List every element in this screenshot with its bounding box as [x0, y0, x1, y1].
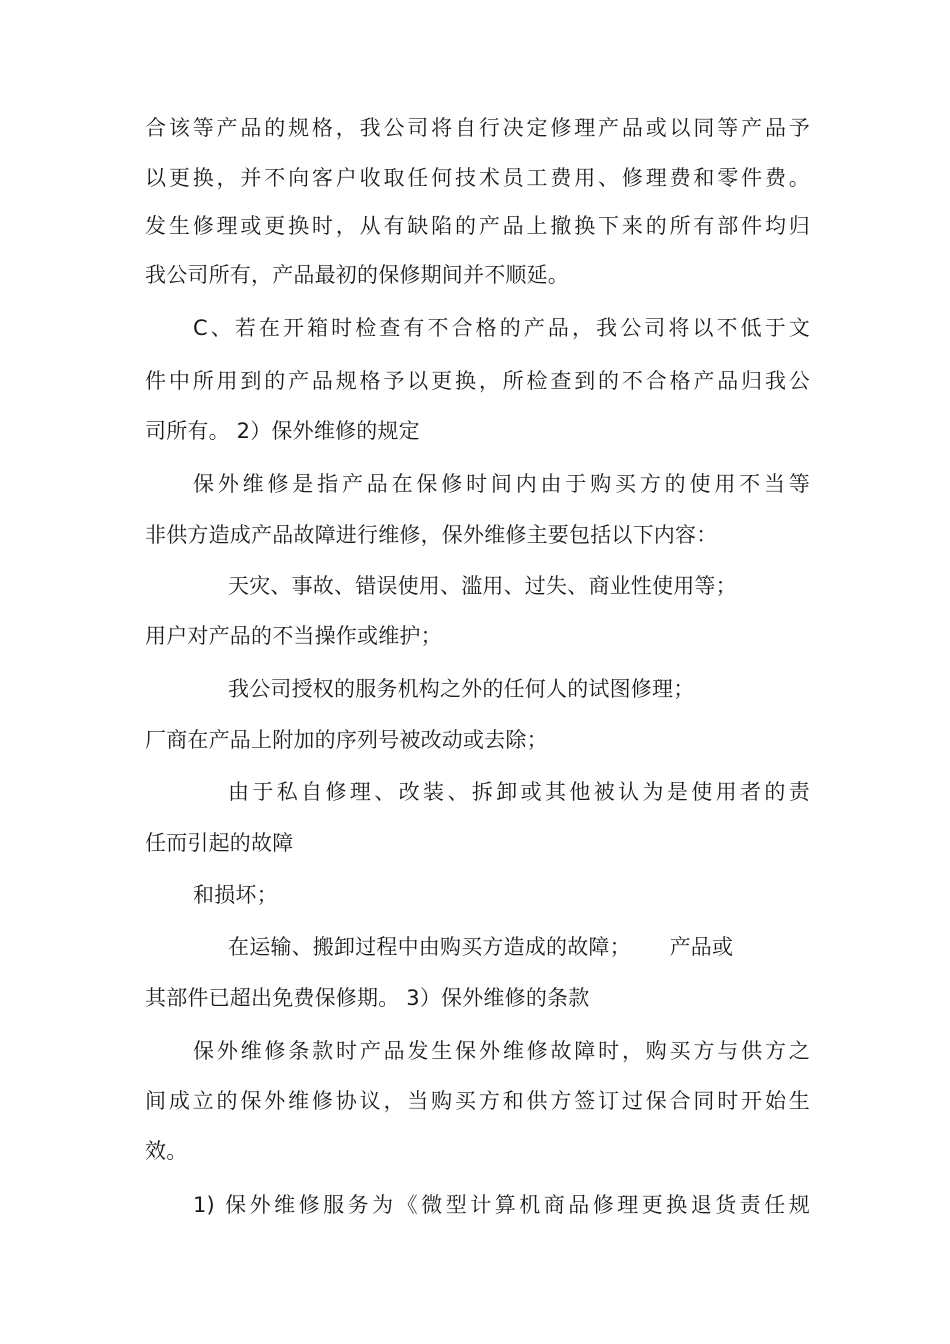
paragraph-line: 效。 [145, 1139, 188, 1163]
paragraph-line: 我公司所有，产品最初的保修期间并不顺延。 [145, 263, 569, 287]
list-item-line: 天灾、事故、错误使用、滥用、过失、商业性使用等； [228, 574, 737, 598]
section-heading-line: 其部件已超出免费保修期。 3）保外维修的条款 [145, 986, 590, 1010]
paragraph-line: 以更换，并不向客户收取任何技术员工费用、修理费和零件费。 [145, 166, 810, 190]
section-heading-line: 司所有。 2）保外维修的规定 [145, 419, 420, 443]
paragraph-line: 合该等产品的规格，我公司将自行决定修理产品或以同等产品予 [145, 116, 810, 140]
paragraph-line: 件中所用到的产品规格予以更换，所检查到的不合格产品归我公 [145, 369, 810, 393]
list-item-line: 在运输、搬卸过程中由购买方造成的故障； 产品或 [228, 935, 734, 959]
paragraph-line: 发生修理或更换时，从有缺陷的产品上撤换下来的所有部件均归 [145, 214, 810, 238]
list-item-line: 用户对产品的不当操作或维护； [145, 624, 442, 648]
paragraph-line: 保外维修条款时产品发生保外维修故障时，购买方与供方之 [193, 1039, 810, 1063]
paragraph-line: C、若在开箱时检查有不合格的产品，我公司将以不低于文 [193, 316, 810, 340]
paragraph-line: 1) 保外维修服务为《微型计算机商品修理更换退货责任规 [193, 1193, 810, 1217]
list-item-line: 厂商在产品上附加的序列号被改动或去除； [145, 728, 548, 752]
paragraph-line: 保外维修是指产品在保修时间内由于购买方的使用不当等 [193, 472, 810, 496]
list-item-line: 我公司授权的服务机构之外的任何人的试图修理； [228, 677, 695, 701]
list-item-line: 由于私自修理、改装、拆卸或其他被认为是使用者的责 [228, 780, 810, 804]
list-item-line: 任而引起的故障 [145, 831, 294, 855]
list-item-line: 和损坏； [193, 883, 278, 907]
paragraph-line: 非供方造成产品故障进行维修，保外维修主要包括以下内容： [145, 523, 718, 547]
paragraph-line: 间成立的保外维修协议，当购买方和供方签订过保合同时开始生 [145, 1089, 810, 1113]
